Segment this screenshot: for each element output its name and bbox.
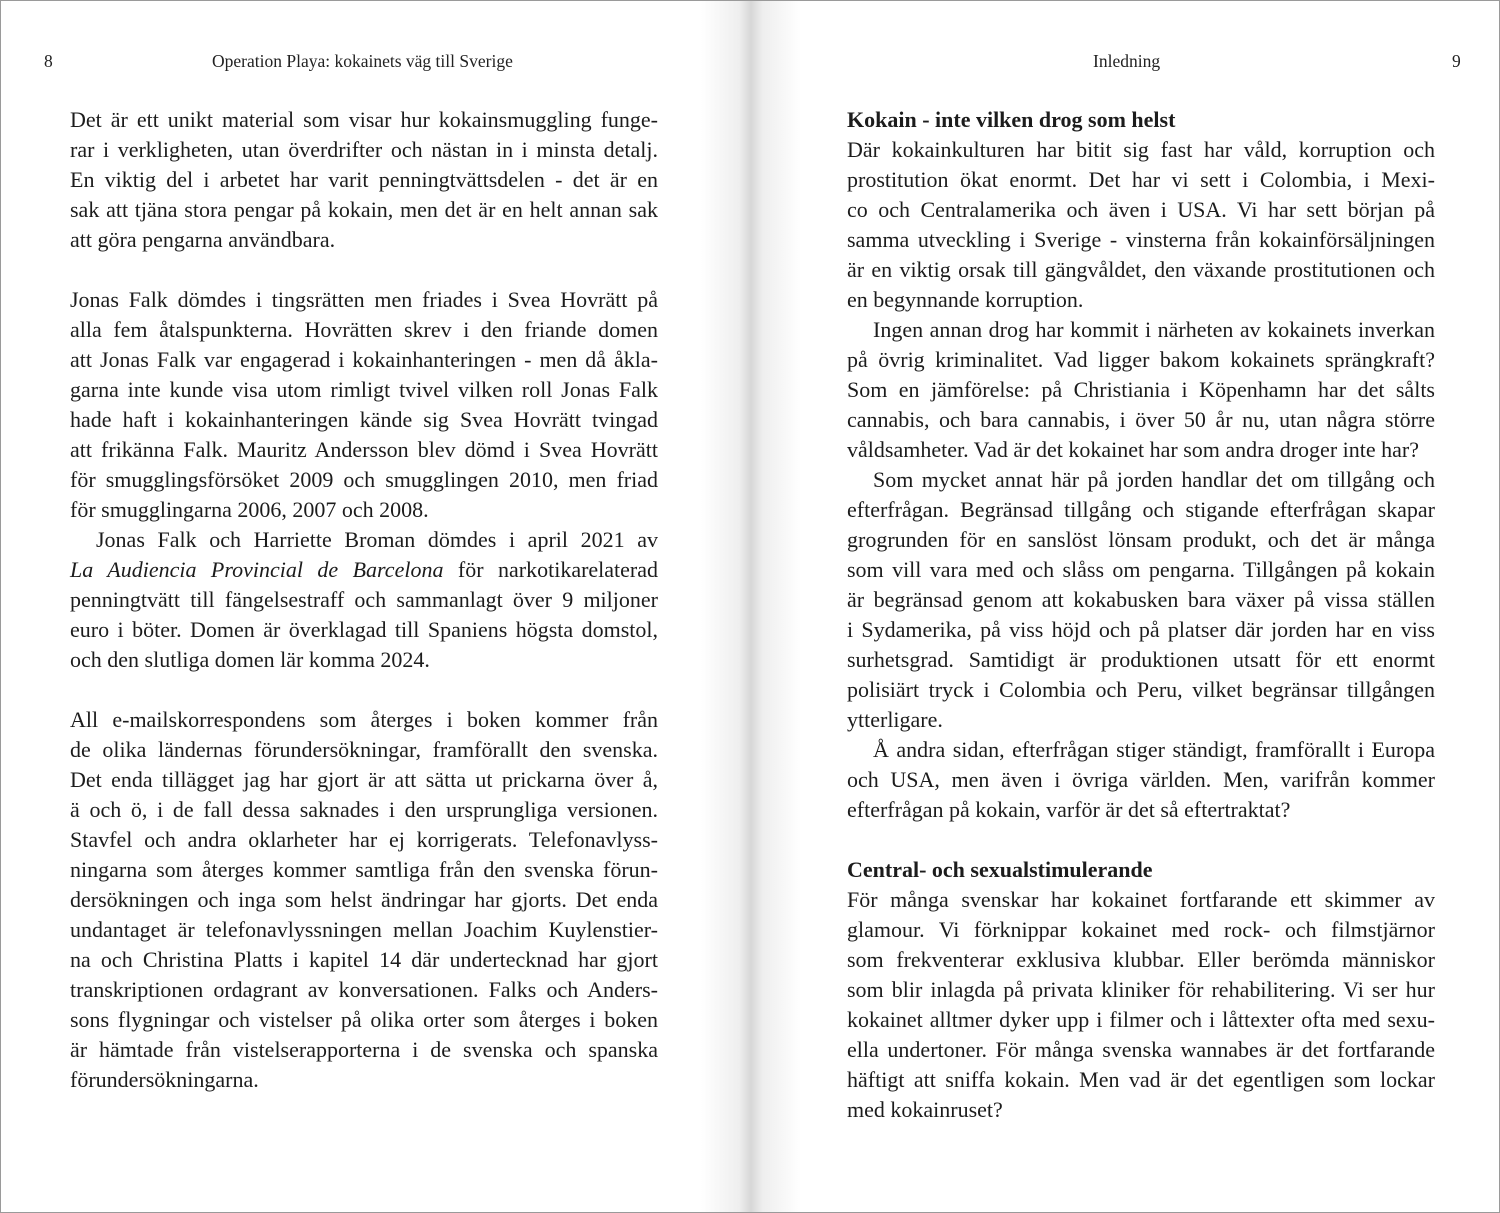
text-line: sak att tjäna stora pengar på kokain, men det är en helt annan sak [70, 197, 658, 222]
text-line: Där kokainkulturen har bitit sig fast har våld, korruption och [847, 137, 1435, 162]
text-fragment: för narkotikarelaterad [457, 557, 659, 582]
text-line: För många svenskar har kokainet fortfarande ett skimmer av [847, 887, 1435, 912]
left-page-number: 8 [44, 51, 53, 71]
right-running-title: Inledning [1093, 51, 1161, 71]
left-paragraph-3 [70, 525, 658, 675]
text-line: är begränsad genom att kokabusken bara växer på vissa ställen [847, 587, 1435, 612]
text-line: prostitution ökat enormt. Det har vi sett i Colombia, i Mexi- [847, 167, 1435, 192]
text-line: att frikänna Falk. Mauritz Andersson blev dömd i Svea Hovrätt [70, 437, 658, 462]
text-line: Å andra sidan, efterfrågan stiger ständigt, framförallt i Europa [873, 737, 1435, 762]
left-paragraph-1 [70, 105, 658, 255]
text-line: är hämtade från vistelserapporterna i de svenska och spanska [70, 1037, 658, 1062]
text-line: sons flygningar och vistelser på olika orter som återges i boken [70, 1007, 658, 1032]
text-line: samma utveckling i Sverige - vinsterna från kokainförsäljningen [847, 227, 1435, 252]
text-line: för smugglingarna 2006, 2007 och 2008. [70, 497, 429, 522]
text-line: för smugglingsförsöket 2009 och smugglingen 2010, men friad [70, 467, 658, 492]
court-name-italic: La Audiencia Provincial de Barcelona [70, 557, 444, 582]
text-line-with-court-name [70, 555, 658, 585]
text-line: en begynnande korruption. [847, 287, 1084, 312]
text-line: undantaget är telefonavlyssningen mellan Joachim Kuylenstier- [70, 917, 658, 942]
right-paragraph-4 [847, 735, 1435, 825]
text-line: na och Christina Platts i kapitel 14 där undertecknad har gjort [70, 947, 658, 972]
text-line: Det enda tillägget jag har gjort är att sätta ut prickarna över å, [70, 767, 658, 792]
text-line: En viktig del i arbetet har varit penningtvättsdelen - det är en [70, 167, 658, 192]
left-paragraph-4 [70, 705, 658, 1095]
text-line: som blir inlagda på privata kliniker för rehabilitering. Vi ser hur [847, 977, 1435, 1002]
text-line: dersökningen och inga som helst ändringar har gjorts. Det enda [70, 887, 658, 912]
section-heading: Kokain - inte vilken drog som helst [847, 107, 1176, 132]
text-line: All e-mailskorrespondens som återges i boken kommer från [70, 707, 658, 732]
text-line: polisiärt tryck i Colombia och Peru, vilket begränsar tillgången [847, 677, 1435, 702]
text-line: garna inte kunde visa utom rimligt tvivel vilken roll Jonas Falk [70, 377, 658, 402]
right-paragraph-2 [847, 315, 1435, 465]
right-page-number: 9 [1452, 51, 1461, 71]
text-line: ä och ö, i de fall dessa saknades i den ursprungliga versionen. [70, 797, 658, 822]
text-line: Som en jämförelse: på Christiania i Köpenhamn har det sålts [847, 377, 1435, 402]
text-line: på övrig kriminalitet. Vad ligger bakom kokainets sprängkraft? [847, 347, 1435, 372]
text-line: glamour. Vi förknippar kokainet med rock- och filmstjärnor [847, 917, 1435, 942]
text-line: surhetsgrad. Samtidigt är produktionen utsatt för ett enormt [847, 647, 1435, 672]
text-line: grogrunden för en sanslöst lönsam produkt, och det är många [847, 527, 1435, 552]
text-line: och USA, men även i övriga världen. Men, varifrån kommer [847, 767, 1435, 792]
text-line: alla fem åtalspunkterna. Hovrätten skrev i den friande domen [70, 317, 658, 342]
text-line: ytterligare. [847, 707, 943, 732]
right-paragraph-3 [847, 465, 1435, 735]
text-line: i Sydamerika, på viss höjd och på platser där jorden har en viss [847, 617, 1435, 642]
left-page-body [70, 105, 658, 1095]
text-line: och den slutliga domen lär komma 2024. [70, 647, 430, 672]
text-line: som vill vara med och slåss om pengarna. Tillgången på kokain [847, 557, 1435, 582]
text-line: Jonas Falk och Harriette Broman dömdes i april 2021 av [96, 527, 658, 552]
text-line: rar i verkligheten, utan överdrifter och nästan in i minsta detalj. [70, 137, 658, 162]
text-line: kokainet alltmer dyker upp i filmer och i låttexter ofta med sexu- [847, 1007, 1435, 1032]
right-paragraph-1 [847, 135, 1435, 315]
text-line: Jonas Falk dömdes i tingsrätten men friades i Svea Hovrätt på [70, 287, 658, 312]
text-line: Som mycket annat här på jorden handlar det om tillgång och [873, 467, 1435, 492]
text-line: transkriptionen ordagrant av konversationen. Falks och Anders- [70, 977, 658, 1002]
paragraph-gap [70, 675, 658, 705]
right-page [750, 1, 1499, 1212]
text-line: hade haft i kokainhanteringen kände sig Svea Hovrätt tvingad [70, 407, 658, 432]
text-line: häftigt att sniffa kokain. Men vad är det egentligen som lockar [847, 1067, 1435, 1092]
text-line: att göra pengarna användbara. [70, 227, 336, 252]
left-running-title: Operation Playa: kokainets väg till Sverige [212, 51, 513, 71]
text-line: våldsamheter. Vad är det kokainet har som andra droger inte har? [847, 437, 1419, 462]
text-line: efterfrågan på kokain, varför är det så eftertraktat? [847, 797, 1291, 822]
left-paragraph-2 [70, 285, 658, 525]
text-line: cannabis, och bara cannabis, i över 50 år nu, utan några större [847, 407, 1435, 432]
text-line: Det är ett unikt material som visar hur kokainsmuggling funge- [70, 107, 658, 132]
section-heading: Central- och sexualstimulerande [847, 857, 1153, 882]
text-line: som frekventerar exklusiva klubbar. Eller berömda människor [847, 947, 1435, 972]
text-line: de olika ländernas förundersökningar, framförallt den svenska. [70, 737, 658, 762]
text-line: Ingen annan drog har kommit i närheten av kokainets inverkan [873, 317, 1435, 342]
text-line: efterfrågan. Begränsad tillgång och stigande efterfrågan skapar [847, 497, 1435, 522]
left-page [1, 1, 750, 1212]
text-line: med kokainruset? [847, 1097, 1003, 1122]
paragraph-gap [847, 825, 1435, 855]
text-line: ningarna som återges kommer samtliga från den svenska förun- [70, 857, 658, 882]
right-paragraph-5 [847, 885, 1435, 1125]
text-line: förundersökningarna. [70, 1067, 259, 1092]
text-line: är en viktig orsak till gängvåldet, den växande prostitutionen och [847, 257, 1435, 282]
text-line: ella undertoner. För många svenska wannabes är det fortfarande [847, 1037, 1435, 1062]
text-line: att Jonas Falk var engagerad i kokainhanteringen - men då åkla- [70, 347, 658, 372]
paragraph-gap [70, 255, 658, 285]
text-line: penningtvätt till fängelsestraff och sammanlagt över 9 miljoner [70, 587, 658, 612]
text-line: Stavfel och andra oklarheter har ej korrigerats. Telefonavlyss- [70, 827, 658, 852]
right-page-body [847, 105, 1435, 1125]
text-line: euro i böter. Domen är överklagad till Spaniens högsta domstol, [70, 617, 658, 642]
text-line: co och Centralamerika och även i USA. Vi har sett början på [847, 197, 1435, 222]
